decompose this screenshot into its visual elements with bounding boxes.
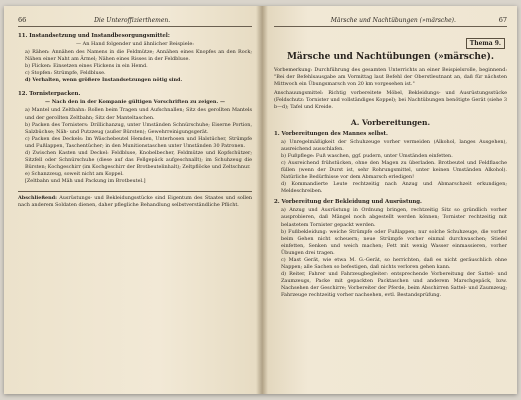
subsection-2-title: 2. Vorbereitung der Bekleidung und Ausrüstung. bbox=[274, 199, 422, 206]
section-12-item: d) Zwischen Kasten und Deckel: Feldbluse, Knobelbecher, Feldmütze und Kopfschützer; Sitzfell oder Schnürschuhe (diese auf das Fellgepäck aufgeschnallt); im Schuhzeug die Bürsten; Kochgeschirr (im Kochgeschirr der Brotbeutelinhalt); Zeltpflöcke und Zeltschnur. bbox=[25, 150, 252, 171]
book-gutter bbox=[256, 6, 268, 394]
intro-paragraph: Anschauungsmittel: Richtig vorbereitete Möbel, Bekleidungs- und Ausrüstungsstücke (Feldschutz: Tornister und vollständiges Koppel); bei Nachtübungen benötigte Gerät (siehe 3 b—d); Tafel und Kreide. bbox=[274, 90, 507, 111]
subsection-1-title: 1. Vorbereitungen des Mannes selbst. bbox=[274, 130, 388, 137]
section-12-title: 12. Tornisterpacken. bbox=[18, 91, 81, 98]
subsection-1-item: a) Unregelmäßigkeit der Schuhzeuge vorher vermeiden (Alkohol, langes Ausgehen), ausreichend ausschlafen. bbox=[281, 138, 507, 152]
thema-label: Thema 9. bbox=[466, 38, 505, 49]
subsection-1-item: d) Kommandierte Leute rechtzeitig nach Anzug und Abmarschzeit erkundigen; Meldeschreiben. bbox=[281, 181, 507, 195]
right-page bbox=[262, 6, 517, 394]
section-11-item: c) Stopfen: Strümpfe, Feldbluse. bbox=[25, 70, 106, 77]
section-12-item: a) Mantel und Zeltbahn: Rollen beim Tragen und Aufschnallen; Sitz des gerollten Mantels und der gerollten Zeltbahn; Sitz der Manteltaschen. bbox=[25, 107, 252, 121]
section-12-note: [Zeltbahn und Mäh und Packung im Brotbeutel.] bbox=[25, 178, 146, 185]
subsection-2-item: c) Mast Gerät, wie etwa M. G.-Gerät, so herrichten, daß es nicht geräuschlich ohne Nappen; alle Sachen so befestigen, daß nichts verloren gehen kann. bbox=[281, 256, 507, 271]
left-running-head bbox=[18, 16, 252, 27]
closing-title: Abschließend: bbox=[18, 194, 57, 201]
subsection-1-item: b) Fußpflege: Fuß waschen, ggf. pudern, unter Umständen einfetten. bbox=[281, 152, 453, 159]
chapter-title: Märsche und Nachtübungen (»märsche). bbox=[286, 52, 495, 62]
section-12-item: e) Schanzzeug, soweit nicht am Koppel. bbox=[25, 171, 124, 178]
right-running-title: Märsche und Nachtübungen (»märsche). bbox=[330, 17, 456, 24]
closing-text: Ausrüstungs- und Bekleidungsstücke sind Eigentum des Staates und sollen nach anderem Soldaten dienen, daher pflegliche Behandlung selbstverständliche Pflicht. bbox=[18, 194, 252, 208]
section-11-intro: — An Hand folgender und ähnlicher Beispiele: bbox=[76, 41, 194, 47]
section-12-intro: — Nach den in der Kompanie gültigen Vorschriften zu zeigen. — bbox=[44, 99, 226, 106]
subsection-2-item: d) Reiter, Fahrer und Fahrzeugbegleiter: entsprechende Vorbereitung der Sattel- und Zaumzeugs, Packe mit gepackten Packtaschen und anderem Marschgepäck, bzw. Nachsehen der Geschirre; Vorbereiter der Pferde, beim Abschirren Sattel- und Zaumzeug; Fahrzeuge rechtzeitig vorher nachsehen, evtl. Bestandsprüfung. bbox=[281, 271, 507, 299]
left-running-title: Die Unteroffizierthemen. bbox=[94, 17, 171, 24]
subsection-2-item: a) Anzug und Ausrüstung in Ordnung bringen, rechtzeitig Sitz so gründlich vorher ausprobieren, daß Mängel noch abgestellt werden können; Tornister rechtzeitig mit belastetem Tornister gepackt werden. bbox=[281, 207, 507, 228]
left-page bbox=[4, 6, 262, 394]
section-11-item: d) Verhalten, wenn größere Instandsetzungen nötig sind. bbox=[25, 77, 183, 84]
subsection-1-item: c) Ausreichend frühstücken, ohne den Magen zu überladen. Brotbeutel und Feldflasche füllen (wenn der Durst ist, sehr Rohrungsmittel, unter keinen Umständen Alkohol). Natürliche Bedürfnisse vor dem Abmarsch erledigen! bbox=[281, 159, 507, 181]
subsection-2-item: b) Fußbekleidung: weiche Strümpfe oder Fußlappen; nur solche Schuhzeuge, die vorher beim Gehen nicht scheuern; neue Strümpfe vorher einmal durchwaschen; Stiefel einfetten, Senken und weich machen; Fett mit wenig Wasser einmassieren, vorher Übungen drei tragen. bbox=[281, 228, 507, 256]
section-11-item: b) Flicken: Einsetzen eines Flickens in ein Hemd. bbox=[25, 63, 148, 70]
divider bbox=[18, 191, 252, 192]
right-page-number: 67 bbox=[498, 16, 507, 24]
left-page-number: 66 bbox=[18, 16, 27, 24]
section-a-title: A. Vorbereitungen. bbox=[350, 117, 431, 127]
section-12-item: b) Packen des Tornisters: Drillichanzug, unter Umständen Schnürschuhe; Eiserne Portion, Salzbüchse; Näh- und Putzzeug (außer Bürsten); Gewehrreinigungsgerät. bbox=[25, 121, 252, 135]
closing-paragraph bbox=[18, 195, 252, 209]
right-running-head bbox=[274, 16, 507, 27]
intro-paragraph: Vorbemerkung: Durchführung des gesamten Unterrichts an einer Beispielsrolle, beginnend: "Bei der Befehlsausgabe am Vormittag laut Befehl der Oberstleutnant an, daß für nächsten Mittwoch ein Übungsmarsch von 20 km vorgesehen ist." bbox=[274, 67, 507, 88]
open-book bbox=[4, 6, 517, 394]
section-12-item: c) Packen des Deckels: Im Wäschebeutel Hemden, Unterhosen und Halstücher, Strümpfe und Fußlappen, Taschentücher; in den Munitionstaschen unter Umständen 30 Patronen. bbox=[25, 135, 252, 149]
section-11-title: 11. Instandsetzung und Instandbesorgungsmittel: bbox=[18, 33, 170, 39]
section-11-item: a) Rähen: Annähen des Namens in die Feldmütze; Annähen eines Knopfes an den Rock; Nähen einer Naht am Ärmel; Nähen eines Risses in der Feldbluse. bbox=[25, 49, 252, 63]
